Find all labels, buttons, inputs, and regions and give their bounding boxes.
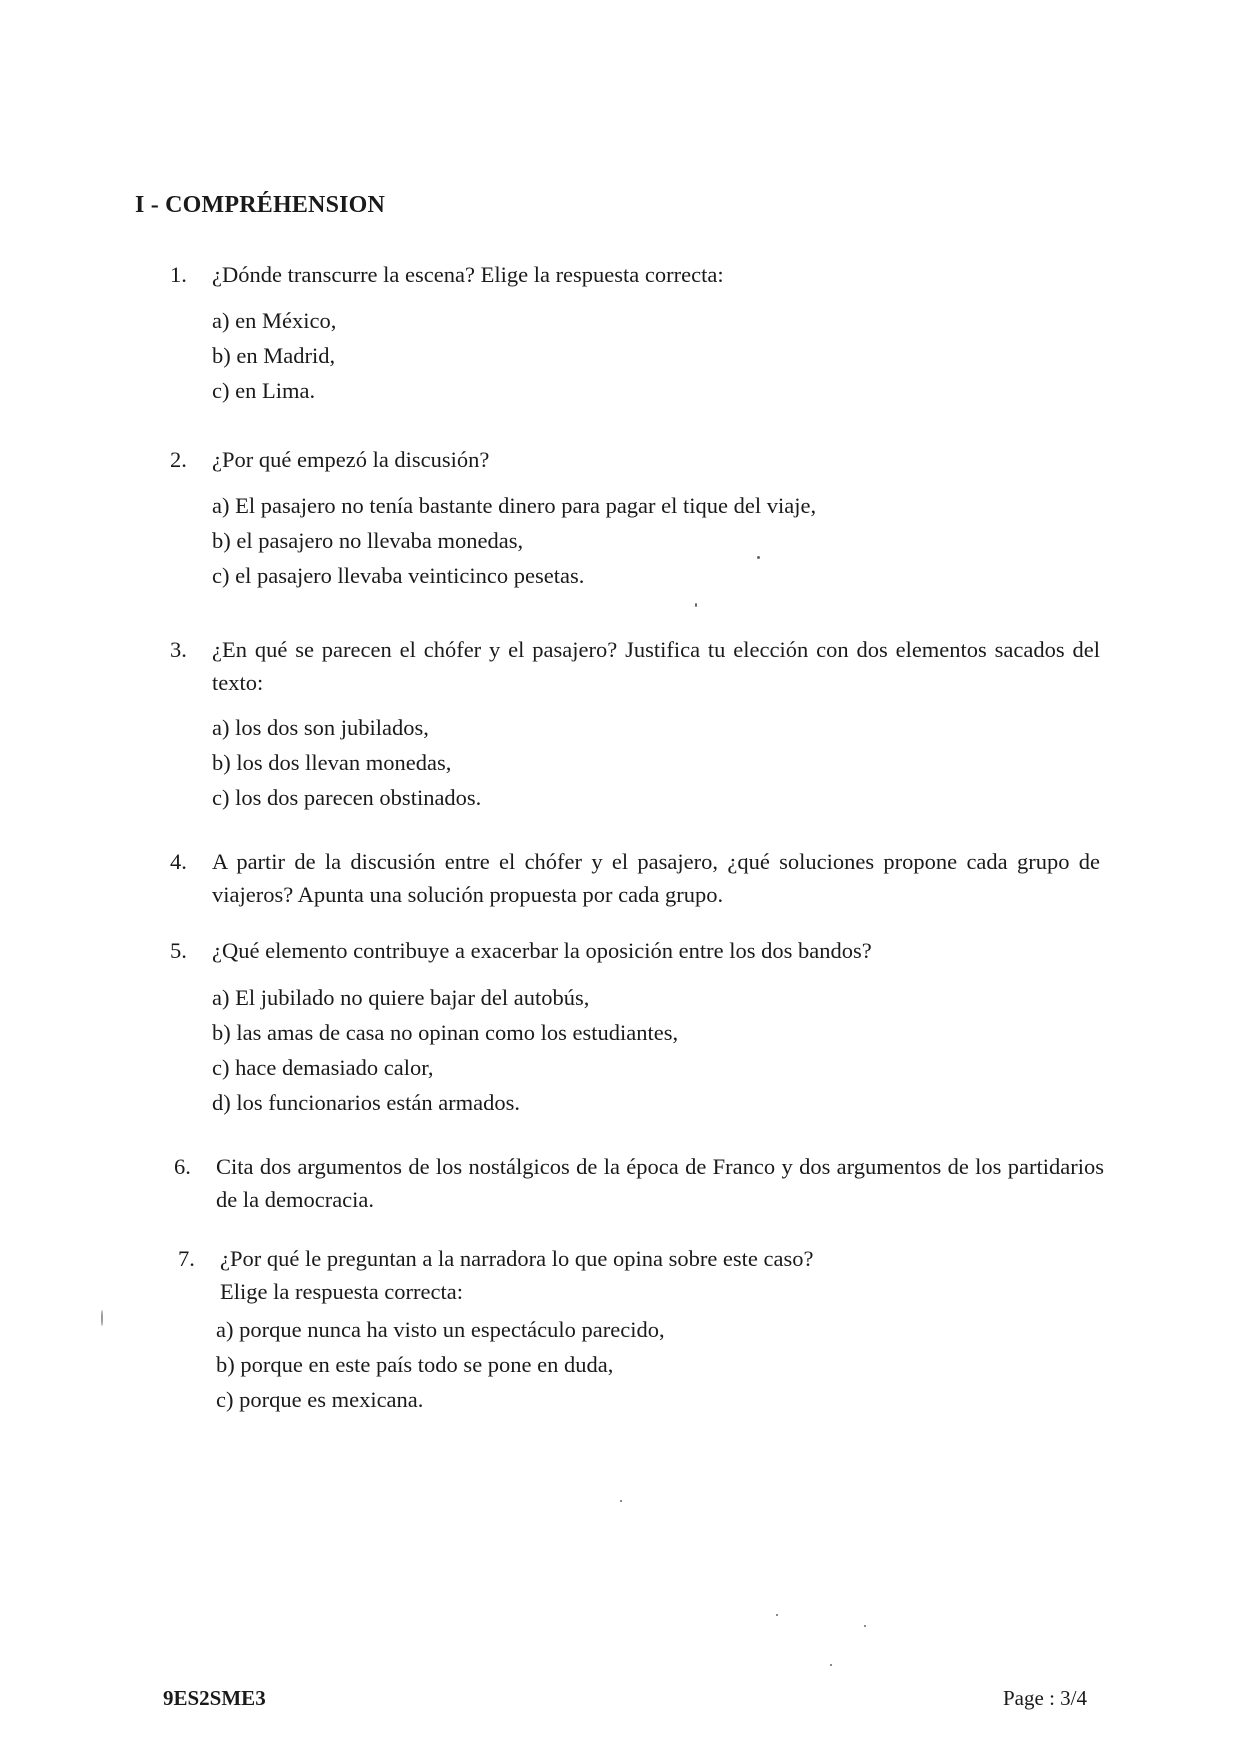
option: c) hace demasiado calor, — [212, 1055, 434, 1080]
option: b) los dos llevan monedas, — [212, 750, 452, 775]
scan-speck — [830, 1664, 832, 1666]
option: c) el pasajero llevaba veinticinco pesetas. — [212, 563, 585, 588]
page-number: Page : 3/4 — [1003, 1686, 1087, 1710]
question-text: ¿Por qué le preguntan a la narradora lo que opina sobre este caso? — [220, 1246, 814, 1271]
scan-speck — [620, 1500, 622, 1502]
option: a) El pasajero no tenía bastante dinero para pagar el tique del viaje, — [212, 493, 817, 518]
question-5 — [170, 934, 1100, 967]
option: a) en México, — [212, 308, 337, 333]
question-7-options — [216, 1312, 665, 1417]
option: c) porque es mexicana. — [216, 1387, 424, 1412]
question-text: ¿En qué se parecen el chófer y el pasajero? Justifica tu elección con dos elementos sacados del texto: — [212, 637, 1100, 695]
question-number: 1. — [170, 262, 187, 287]
question-subtext: Elige la respuesta correcta: — [220, 1279, 463, 1304]
option: a) El jubilado no quiere bajar del autobús, — [212, 985, 590, 1010]
question-number: 2. — [170, 447, 187, 472]
question-text: ¿Dónde transcurre la escena? Elige la respuesta correcta: — [212, 262, 724, 287]
option: b) las amas de casa no opinan como los estudiantes, — [212, 1020, 679, 1045]
scan-speck — [757, 556, 760, 559]
option: b) en Madrid, — [212, 343, 336, 368]
question-6 — [174, 1150, 1104, 1216]
question-number: 5. — [170, 938, 187, 963]
question-2 — [170, 443, 1100, 476]
question-number: 6. — [174, 1154, 191, 1179]
question-number: 3. — [170, 637, 187, 662]
question-5-options — [212, 980, 678, 1120]
option: a) porque nunca ha visto un espectáculo parecido, — [216, 1317, 665, 1342]
question-3-options — [212, 710, 481, 815]
question-7 — [178, 1242, 1108, 1308]
document-code: 9ES2SME3 — [163, 1686, 266, 1710]
question-4 — [170, 845, 1100, 911]
question-text: ¿Por qué empezó la discusión? — [212, 447, 490, 472]
option: b) el pasajero no llevaba monedas, — [212, 528, 524, 553]
option: b) porque en este país todo se pone en duda, — [216, 1352, 614, 1377]
question-2-options — [212, 488, 816, 593]
question-number: 7. — [178, 1246, 195, 1271]
question-text: A partir de la discusión entre el chófer y el pasajero, ¿qué soluciones propone cada grupo de viajeros? Apunta una solución propuesta por cada grupo. — [212, 849, 1100, 907]
option: c) en Lima. — [212, 378, 316, 403]
question-text: Cita dos argumentos de los nostálgicos de la época de Franco y dos argumentos de los partidarios de la democracia. — [216, 1154, 1104, 1212]
option: d) los funcionarios están armados. — [212, 1090, 521, 1115]
question-1-options — [212, 303, 336, 408]
scan-speck — [776, 1614, 778, 1616]
question-number: 4. — [170, 849, 187, 874]
scan-speck — [695, 603, 697, 607]
option: a) los dos son jubilados, — [212, 715, 429, 740]
scan-speck — [864, 1625, 866, 1627]
scan-speck — [101, 1310, 103, 1326]
section-title: I - COMPRÉHENSION — [135, 192, 386, 218]
option: c) los dos parecen obstinados. — [212, 785, 482, 810]
question-3 — [170, 633, 1100, 699]
question-1 — [170, 258, 1100, 291]
question-text: ¿Qué elemento contribuye a exacerbar la oposición entre los dos bandos? — [212, 938, 872, 963]
